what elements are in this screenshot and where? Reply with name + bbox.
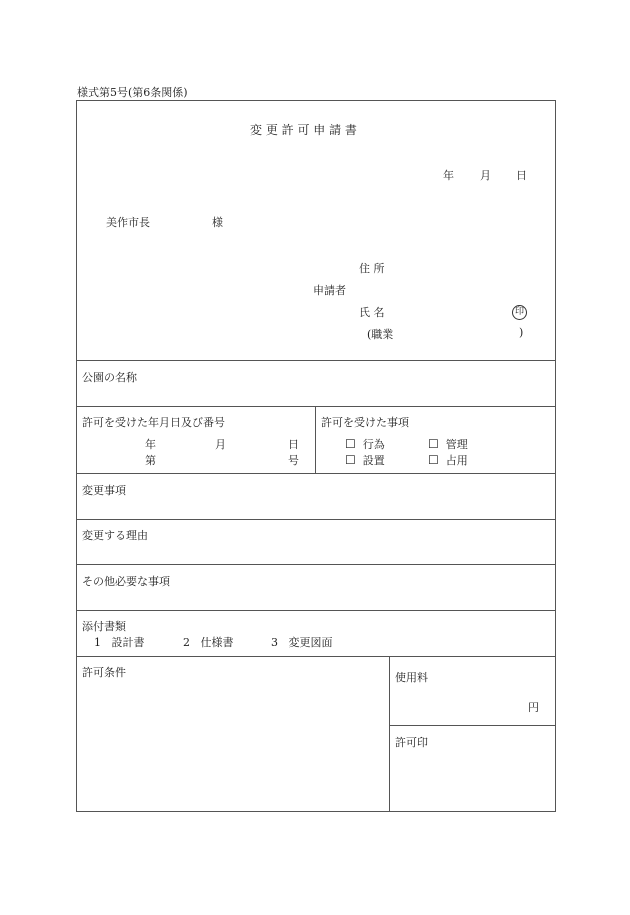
checkbox-setchi[interactable]: ☐ 設置 — [345, 453, 385, 467]
divider-header — [76, 360, 556, 361]
park-name-field[interactable] — [150, 369, 550, 399]
permit-month: 月 — [215, 438, 226, 451]
divider-change — [76, 519, 556, 520]
checkbox-koui[interactable]: ☐ 行為 — [345, 437, 385, 451]
divider-reason — [76, 564, 556, 565]
change-reason-label: 変更する理由 — [82, 529, 148, 542]
attachment-item: 3 変更図面 — [271, 636, 333, 649]
permit-year: 年 — [145, 438, 156, 451]
occupation-close: ) — [519, 326, 524, 339]
usage-fee-label: 使用料 — [395, 671, 428, 684]
checkbox-koui-label: 行為 — [362, 438, 385, 451]
address-label: 住 所 — [359, 262, 385, 275]
attachment-item: 2 仕様書 — [183, 636, 234, 649]
applicant-label: 申請者 — [313, 284, 346, 297]
addressee-name: 美作市長 — [106, 216, 150, 229]
park-name-label: 公園の名称 — [82, 371, 137, 384]
usage-fee-unit: 円 — [528, 701, 539, 714]
permit-seal-label: 許可印 — [395, 736, 428, 749]
permitted-matters-label: 許可を受けた事項 — [321, 416, 409, 429]
permit-day: 日 — [288, 438, 299, 451]
attachment-item: 1 設計書 — [94, 636, 145, 649]
permit-date-number-label: 許可を受けた年月日及び番号 — [82, 416, 225, 429]
checkbox-senyou[interactable]: ☐ 占用 — [428, 453, 468, 467]
name-label: 氏 名 — [359, 306, 385, 319]
divider-other — [76, 610, 556, 611]
divider-permit-vertical — [315, 406, 316, 473]
form-title: 変 更 許 可 申 請 書 — [250, 123, 357, 137]
permit-go: 号 — [288, 454, 299, 467]
divider-park — [76, 406, 556, 407]
date-year: 年 — [443, 169, 454, 182]
checkbox-kanri[interactable]: ☐ 管理 — [428, 437, 468, 451]
date-month: 月 — [480, 169, 491, 182]
divider-attachments — [76, 656, 556, 657]
date-day: 日 — [516, 169, 527, 182]
change-matters-label: 変更事項 — [82, 484, 126, 497]
divider-conditions-vertical — [389, 656, 390, 812]
addressee-honorific: 様 — [212, 216, 223, 229]
seal-icon: 印 — [512, 304, 527, 320]
checkbox-setchi-label: 設置 — [362, 454, 385, 467]
permit-dai: 第 — [145, 454, 156, 467]
form-number: 様式第5号(第6条関係) — [77, 86, 188, 99]
checkbox-kanri-label: 管理 — [445, 438, 468, 451]
divider-fee — [389, 725, 556, 726]
attachments-label: 添付書類 — [82, 620, 126, 633]
occupation-open: (職業 — [367, 328, 394, 341]
permit-conditions-label: 許可条件 — [82, 666, 126, 679]
divider-permit — [76, 473, 556, 474]
checkbox-senyou-label: 占用 — [445, 454, 468, 467]
other-matters-label: その他必要な事項 — [82, 575, 170, 588]
